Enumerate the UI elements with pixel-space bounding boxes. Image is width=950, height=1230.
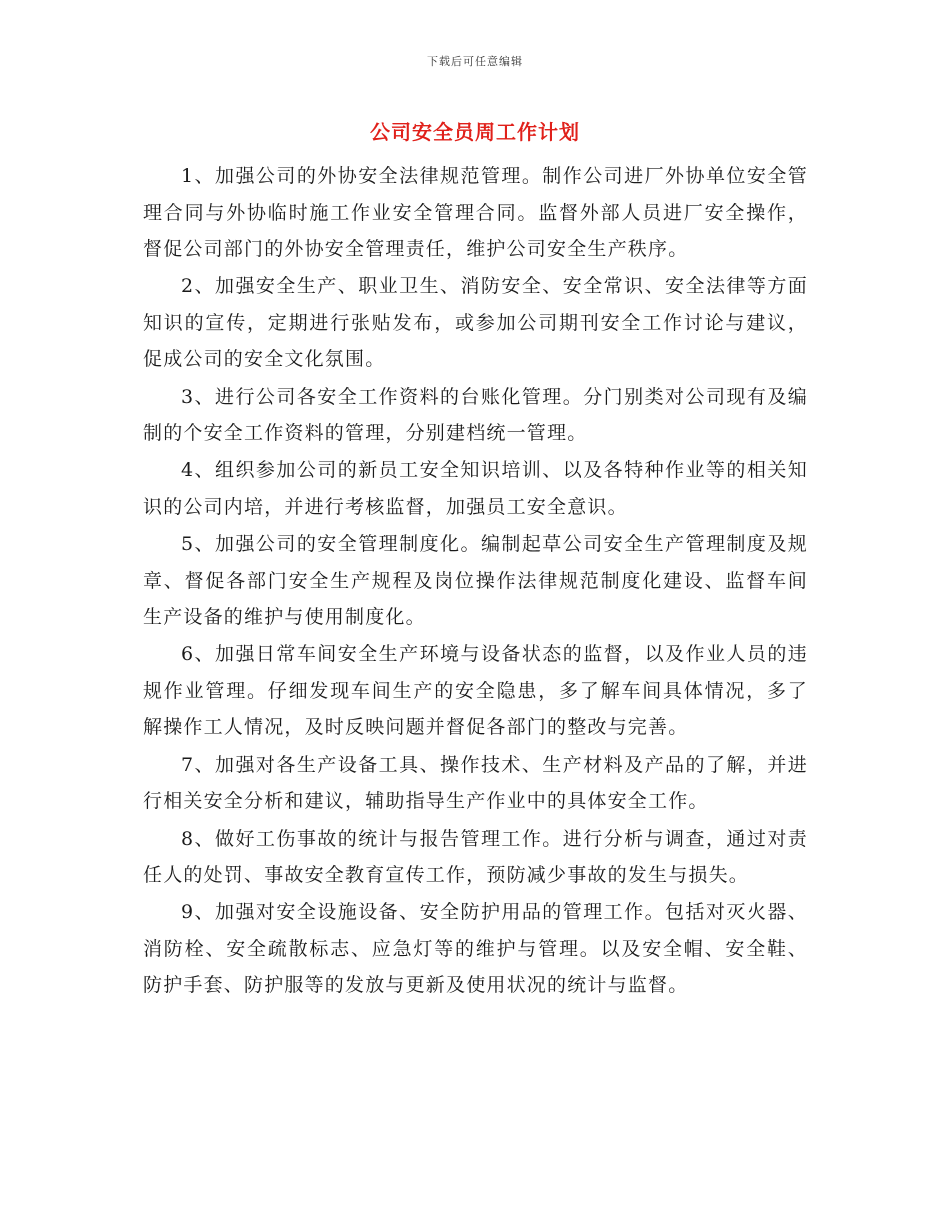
paragraph-6: 6、加强日常车间安全生产环境与设备状态的监督，以及作业人员的违规作业管理。仔细发现车间生产的安全隐患，多了解车间具体情况，多了解操作工人情况，及时反映问题并督促各部门的整改与完善。 [143, 643, 808, 739]
paragraph-5: 5、加强公司的安全管理制度化。编制起草公司安全生产管理制度及规章、督促各部门安全生产规程及岗位操作法律规范制度化建设、监督车间生产设备的维护与使用制度化。 [143, 533, 808, 629]
paragraph-4: 4、组织参加公司的新员工安全知识培训、以及各特种作业等的相关知识的公司内培，并进行考核监督，加强员工安全意识。 [143, 459, 808, 518]
header-note: 下载后可任意编辑 [427, 55, 523, 68]
paragraph-1: 1、加强公司的外协安全法律规范管理。制作公司进厂外协单位安全管理合同与外协临时施工作业安全管理合同。监督外部人员进厂安全操作，督促公司部门的外协安全管理责任，维护公司安全生产秩序。 [143, 165, 808, 260]
paragraph-3: 3、进行公司各安全工作资料的台账化管理。分门别类对公司现有及编制的个安全工作资料的管理，分别建档统一管理。 [143, 385, 808, 445]
document-body [143, 158, 808, 1005]
paragraph-7: 7、加强对各生产设备工具、操作技术、生产材料及产品的了解，并进行相关安全分析和建议，辅助指导生产作业中的具体安全工作。 [143, 753, 808, 813]
paragraph-8: 8、做好工伤事故的统计与报告管理工作。进行分析与调查，通过对责任人的处罚、事故安全教育宣传工作，预防减少事故的发生与损失。 [143, 827, 808, 887]
paragraph-2: 2、加强安全生产、职业卫生、消防安全、安全常识、安全法律等方面知识的宣传，定期进行张贴发布，或参加公司期刊安全工作讨论与建议，促成公司的安全文化氛围。 [143, 275, 808, 371]
paragraph-9: 9、加强对安全设施设备、安全防护用品的管理工作。包括对灭火器、消防栓、安全疏散标志、应急灯等的维护与管理。以及安全帽、安全鞋、防护手套、防护服等的发放与更新及使用状况的统计与监督。 [143, 901, 808, 997]
document-title: 公司安全员周工作计划 [370, 120, 580, 144]
